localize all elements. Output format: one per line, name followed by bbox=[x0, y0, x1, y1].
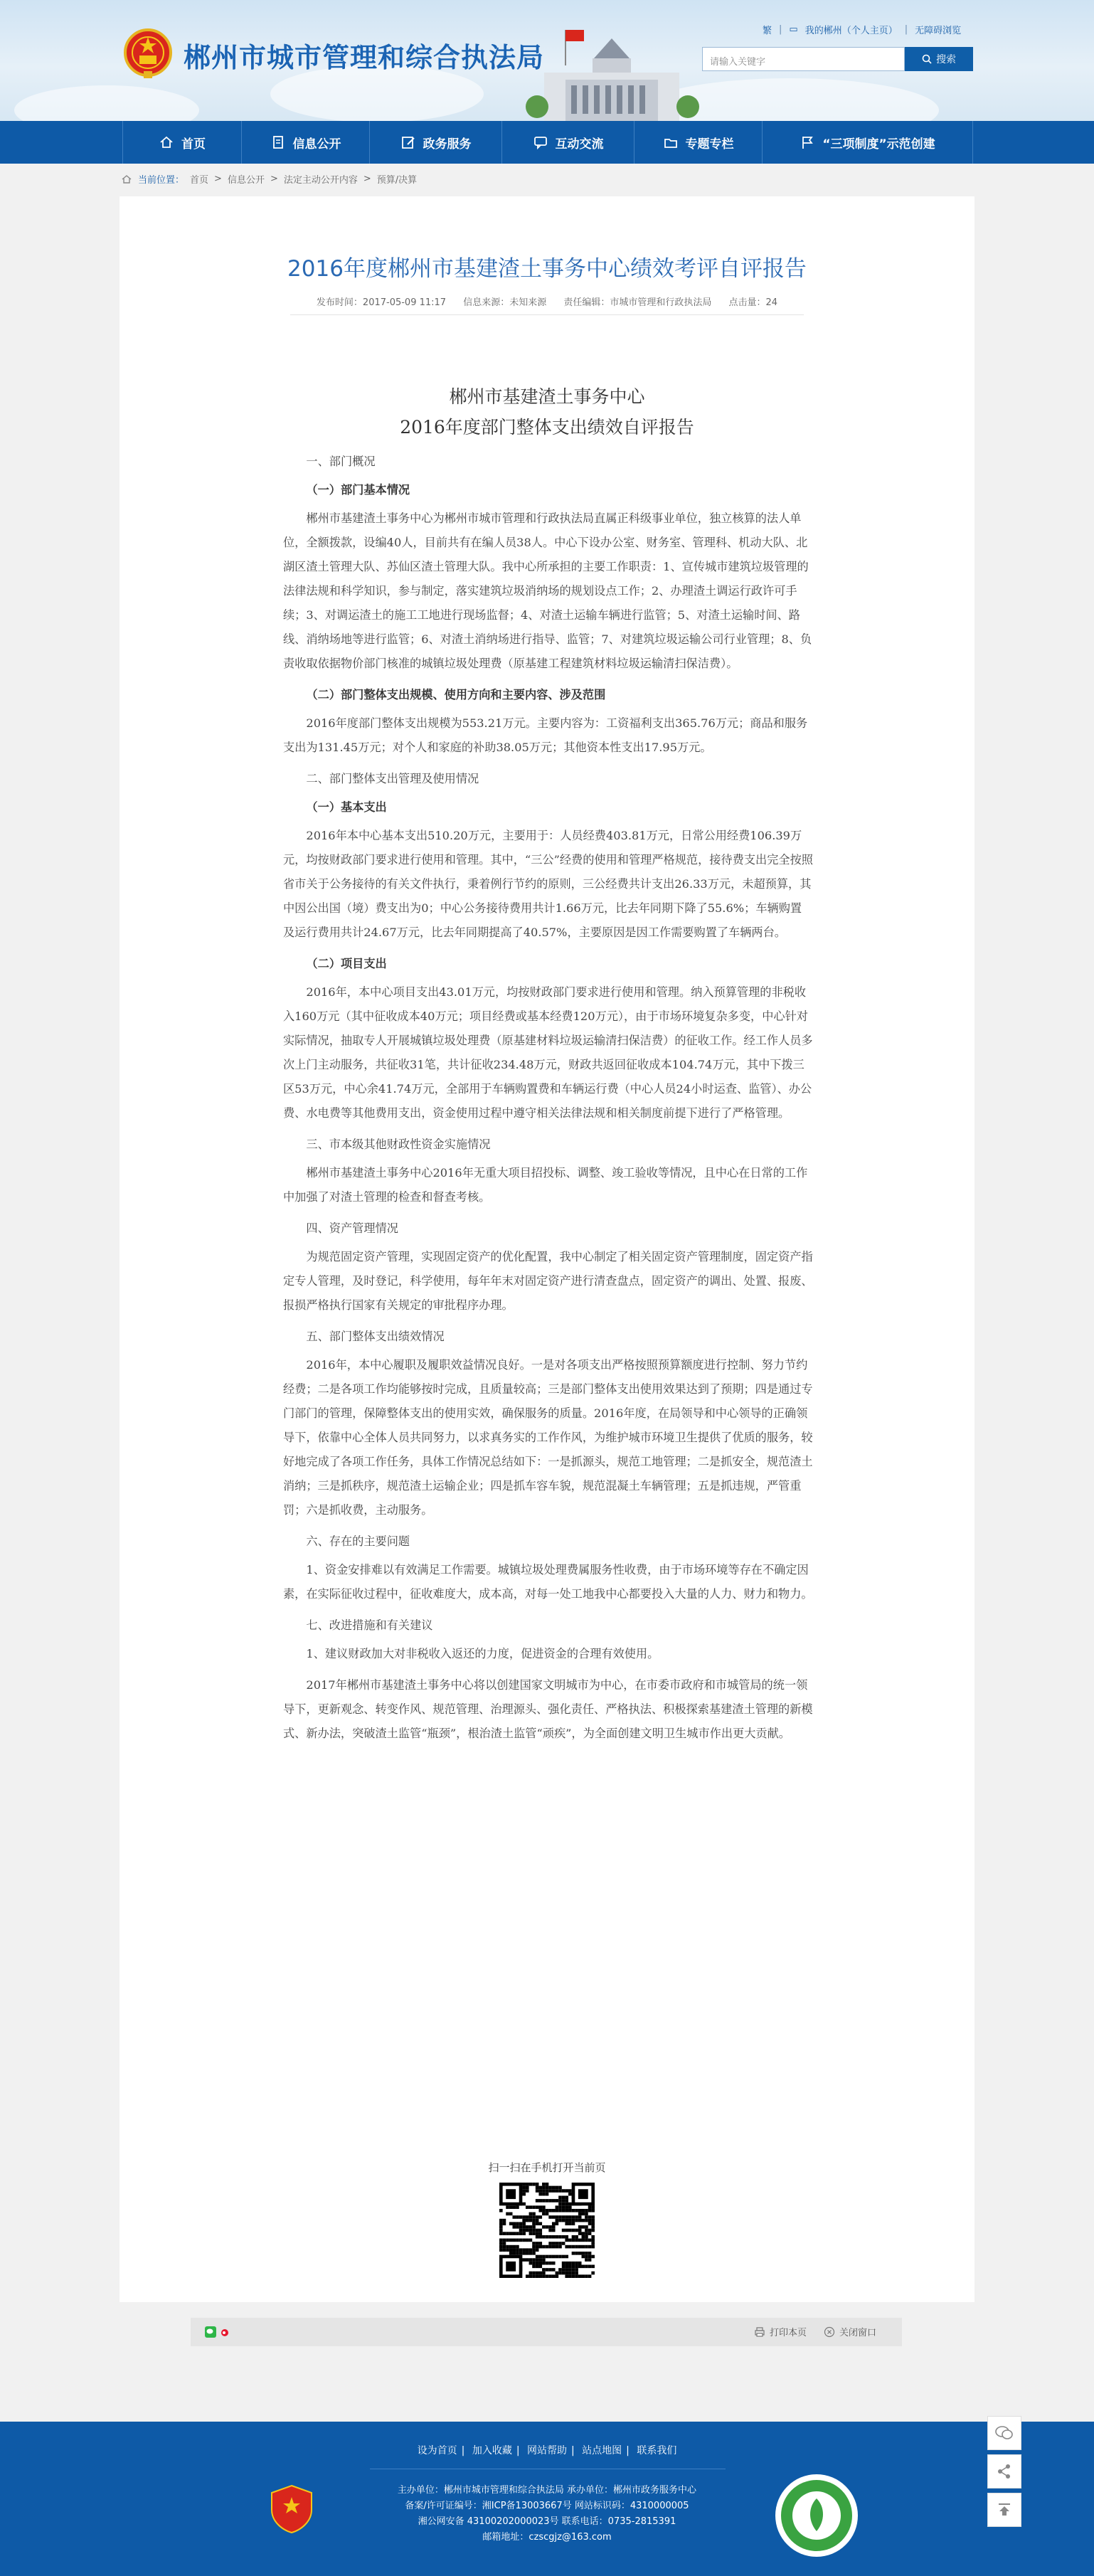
section-heading: （二）部门整体支出规模、使用方向和主要内容、涉及范围 bbox=[306, 688, 606, 701]
wechat-share-icon[interactable] bbox=[205, 2326, 216, 2338]
section-heading: 四、资产管理情况 bbox=[306, 1221, 398, 1235]
nav-item-info-disclosure[interactable] bbox=[242, 121, 370, 164]
section-heading: 三、市本级其他财政性资金实施情况 bbox=[306, 1138, 491, 1151]
share-icon bbox=[997, 2464, 1012, 2479]
home-icon bbox=[121, 174, 132, 185]
body-paragraph: 1、建议财政加大对非税收入返还的力度，促进资金的合理有效使用。 bbox=[306, 1647, 659, 1660]
publish-time: 发布时间：2017-05-09 11:17 bbox=[316, 297, 447, 308]
article-body bbox=[283, 450, 813, 1753]
body-paragraph: 2016年本中心基本支出510.20万元，主要用于：人员经费403.81万元，日常公用经费106.39万元，均按财政部门要求进行使用和管理。其中，“三公”经费的使用和管理严格规范，接待费支出完全按照省市关于公务接待的有关文件执行，秉着例行节约的原则，三公经费共计支出26.33万元，未超预算，其中因公出国（境）费支出为0；中心公务接待费用共计1.66万元，比去年同期下降了55.6%；车辆购置及运行费用共计24.67万元，比去年同期提高了40.57%，主要原因是因工作需要购置了车辆两台。 bbox=[283, 829, 813, 939]
print-page-button[interactable] bbox=[754, 2325, 807, 2338]
section-heading: （一）基本支出 bbox=[306, 800, 387, 814]
folder-icon bbox=[663, 134, 679, 150]
footer-link-bookmark[interactable]: 加入收藏 bbox=[472, 2445, 512, 2456]
separator: | bbox=[904, 24, 908, 35]
footer-info bbox=[0, 2483, 1094, 2545]
body-paragraph: 1、资金安排难以有效满足工作需要。城镇垃圾处理费属服务性收费，由于市场环境等存在不确定因素，在实际征收过程中，征收难度大，成本高，对每一处工地我中心都要投入大量的人力、财力和物力。 bbox=[283, 1563, 813, 1601]
document-icon bbox=[270, 134, 286, 150]
national-emblem-logo[interactable] bbox=[122, 27, 174, 80]
chevron-right-icon: > bbox=[270, 174, 278, 184]
flag-icon bbox=[800, 134, 815, 150]
close-icon bbox=[824, 2326, 835, 2338]
close-label: 关闭窗口 bbox=[839, 2328, 877, 2338]
article-panel bbox=[120, 196, 974, 2302]
divider bbox=[290, 314, 804, 315]
breadcrumb-item-statutory[interactable]: 法定主动公开内容 bbox=[283, 175, 358, 186]
body-paragraph: 2016年，本中心履职及履职效益情况良好。一是对各项支出严格按照预算额度进行控制、努力节约经费；二是各项工作均能够按时完成，且质量较高；三是部门整体支出使用效果达到了预期；四是通过专门部门的管理，保障整体支出的使用实效，确保服务的质量。2016年度，在局领导和中心领导的正确领导下，依靠中心全体人员共同努力，以求真务实的工作作风，为维护城市环境卫生提供了优质的服务，较好地完成了各项工作任务，具体工作情况总结如下：一是抓源头，规范工地管理；二是抓安全，规范渣土消纳；三是抓秩序，规范渣土运输企业；四是抓车容车貌，规范混凝土车辆管理；五是抓违规，严管重罚；六是抓收费，主动服务。 bbox=[283, 1358, 813, 1517]
nav-item-interaction[interactable] bbox=[502, 121, 634, 164]
icp-record: 备案/许可证编号：湘ICP备13003667号 网站标识码：4310000005 bbox=[405, 2501, 689, 2511]
section-heading: （一）部门基本情况 bbox=[306, 483, 410, 497]
info-source: 信息来源：未知来源 bbox=[463, 297, 547, 308]
traditional-chinese-link[interactable]: 繁 bbox=[763, 26, 772, 36]
body-paragraph: 郴州市基建渣土事务中心2016年无重大项目招投标、调整、竣工验收等情况，且中心在日常的工作中加强了对渣土管理的检查和督查考核。 bbox=[283, 1166, 808, 1204]
my-chenzhou-link[interactable]: 我的郴州（个人主页） bbox=[804, 26, 898, 36]
site-header bbox=[0, 0, 1094, 121]
footer-links: 设为首页 | 加入收藏 | 网站帮助 | 站点地图 | 联系我们 bbox=[417, 2445, 677, 2456]
site-title[interactable]: 郴州市城市管理和综合执法局 bbox=[184, 41, 545, 73]
search-button[interactable] bbox=[905, 47, 973, 71]
article-title: 2016年度郴州市基建渣土事务中心绩效考评自评报告 bbox=[287, 256, 807, 282]
doc-heading-report: 2016年度部门整体支出绩效自评报告 bbox=[400, 417, 694, 438]
body-paragraph: 2016年，本中心项目支出43.01万元，均按财政部门要求进行使用和管理。纳入预算管理的非税收入160万元（其中征收成本40万元；项目经费或基本经费120万元），由于市场环境复杂多变，中心针对实际情况，抽取专人开展城镇垃圾处理费（原基建材料垃圾运输清扫保洁费）的征收工作。经工作人员多次上门主动服务，共征收31笔，共计征收234.48万元，财政共返回征收成本104.74万元，其中下拨三区53万元，中心余41.74万元，全部用于车辆购置费和车辆运行费（中心人员24小时运查、监管）、办公费、水电费等其他费用支出，资金使用过程中遵守相关法律法规和相关制度前提下进行了严格管理。 bbox=[283, 985, 813, 1120]
nav-item-three-systems[interactable] bbox=[763, 121, 973, 164]
section-heading: 一、部门概况 bbox=[306, 455, 376, 468]
search-button-label: 搜索 bbox=[936, 54, 956, 65]
breadcrumb-item-budget[interactable]: 预算/决算 bbox=[376, 175, 418, 186]
nav-label: “三项制度”示范创建 bbox=[822, 137, 935, 152]
close-window-button[interactable] bbox=[824, 2325, 876, 2338]
breadcrumb-label: 当前位置： bbox=[138, 175, 185, 186]
back-to-top-button[interactable] bbox=[987, 2493, 1021, 2527]
share-bar bbox=[191, 2318, 902, 2346]
section-heading: 五、部门整体支出绩效情况 bbox=[306, 1330, 445, 1343]
chevron-right-icon: > bbox=[363, 174, 371, 184]
floating-toolbar bbox=[987, 2416, 1021, 2531]
footer-link-set-homepage[interactable]: 设为首页 bbox=[417, 2445, 457, 2456]
footer-link-sitemap[interactable]: 站点地图 bbox=[582, 2445, 622, 2456]
nav-label: 首页 bbox=[181, 137, 206, 152]
section-heading: 二、部门整体支出管理及使用情况 bbox=[306, 772, 479, 785]
qr-label: 扫一扫在手机打开当前页 bbox=[488, 2161, 606, 2174]
footer-email: 邮箱地址：czscgjz@163.com bbox=[482, 2532, 612, 2543]
main-nav bbox=[0, 121, 1094, 164]
chevron-right-icon: > bbox=[214, 174, 222, 184]
print-label: 打印本页 bbox=[770, 2328, 807, 2338]
doc-heading-org: 郴州市基建渣土事务中心 bbox=[449, 386, 645, 407]
breadcrumb bbox=[121, 172, 417, 186]
home-icon bbox=[159, 134, 174, 150]
chat-icon bbox=[533, 134, 548, 150]
nav-item-gov-services[interactable] bbox=[370, 121, 502, 164]
search-input[interactable]: 请输入关键字 bbox=[702, 47, 905, 71]
nav-label: 专题专栏 bbox=[685, 137, 734, 152]
body-paragraph: 2016年度部门整体支出规模为553.21万元。主要内容为：工资福利支出365.76万元；商品和服务支出为131.45万元；对个人和家庭的补助38.05万元；其他资本性支出17.95万元。 bbox=[283, 716, 808, 754]
wechat-icon bbox=[995, 2425, 1014, 2441]
article-meta bbox=[120, 295, 974, 308]
monitor-icon: ▭ bbox=[789, 24, 798, 35]
police-record: 湘公网安备 43100202000023号 联系电话：0735-2815391 bbox=[418, 2516, 676, 2527]
breadcrumb-item-info[interactable]: 信息公开 bbox=[227, 175, 265, 186]
qr-code-image bbox=[499, 2183, 595, 2278]
nav-label: 互动交流 bbox=[555, 137, 604, 152]
share-float-button[interactable] bbox=[987, 2454, 1021, 2488]
breadcrumb-item-home[interactable]: 首页 bbox=[190, 175, 209, 186]
body-paragraph: 郴州市基建渣土事务中心为郴州市城市管理和行政执法局直属正科级事业单位，独立核算的法人单位，全额拨款，设编40人，目前共有在编人员38人。中心下设办公室、财务室、管理科、机动大队、北湖区渣土管理大队、苏仙区渣土管理大队。我中心所承担的主要工作职责：1、宣传城市建筑垃圾管理的法律法规和科学知识，参与制定，落实建筑垃圾消纳场的规划设点工作；2、办理渣土调运行政许可手续；3、对调运渣土的施工工地进行现场监督；4、对渣土运输车辆进行监管；5、对渣土运输时间、路线、消纳场地等进行监管；6、对渣土消纳场进行指导、监管；7、对建筑垃圾运输公司行业管理；8、负责收取依据物价部门核准的城镇垃圾处理费（原基建工程建筑材料垃圾运输清扫保洁费）。 bbox=[283, 512, 812, 670]
city-hall-illustration bbox=[523, 23, 701, 121]
weibo-share-icon[interactable] bbox=[219, 2326, 230, 2338]
footer-link-contact[interactable]: 联系我们 bbox=[637, 2445, 677, 2456]
body-paragraph: 为规范固定资产管理，实现固定资产的优化配置，我中心制定了相关固定资产管理制度，固定资产指定专人管理，及时登记，科学使用，每年年末对固定资产进行清查盘点，固定资产的调出、处置、报废、报损严格执行国家有关规定的审批程序办理。 bbox=[283, 1250, 813, 1312]
top-links bbox=[763, 23, 961, 36]
section-heading: （二）项目支出 bbox=[306, 957, 387, 970]
nav-item-special-topics[interactable] bbox=[634, 121, 763, 164]
wechat-float-button[interactable] bbox=[987, 2416, 1021, 2450]
nav-label: 信息公开 bbox=[292, 137, 341, 152]
section-heading: 七、改进措施和有关建议 bbox=[306, 1618, 433, 1632]
host-unit: 主办单位：郴州市城市管理和综合执法局 承办单位：郴州市政务服务中心 bbox=[397, 2485, 697, 2496]
responsible-editor: 责任编辑：市城市管理和行政执法局 bbox=[563, 297, 712, 308]
civilized-city-badge[interactable] bbox=[775, 2474, 858, 2557]
edit-icon bbox=[400, 134, 416, 150]
separator: | bbox=[779, 24, 782, 35]
click-count: 点击量：24 bbox=[728, 297, 778, 308]
footer-link-help[interactable]: 网站帮助 bbox=[527, 2445, 567, 2456]
nav-label: 政务服务 bbox=[423, 137, 472, 152]
printer-icon bbox=[754, 2326, 765, 2338]
arrow-up-icon bbox=[997, 2502, 1012, 2518]
body-paragraph: 2017年郴州市基建渣土事务中心将以创建国家文明城市为中心，在市委市政府和市城管局的统一领导下，更新观念、转变作风、规范管理、治理源头、强化责任、严格执法、积极探索基建渣土管理的新模式、新办法，突破渣土监管“瓶颈”，根治渣土监管“顽疾”，为全面创建文明卫生城市作出更大贡献。 bbox=[283, 1678, 813, 1740]
header-cloud bbox=[14, 85, 199, 121]
search-icon bbox=[922, 54, 932, 64]
nav-item-home[interactable] bbox=[122, 121, 242, 164]
section-heading: 六、存在的主要问题 bbox=[306, 1535, 410, 1548]
accessibility-link[interactable]: 无障碍浏览 bbox=[915, 26, 962, 36]
site-footer bbox=[0, 2422, 1094, 2576]
